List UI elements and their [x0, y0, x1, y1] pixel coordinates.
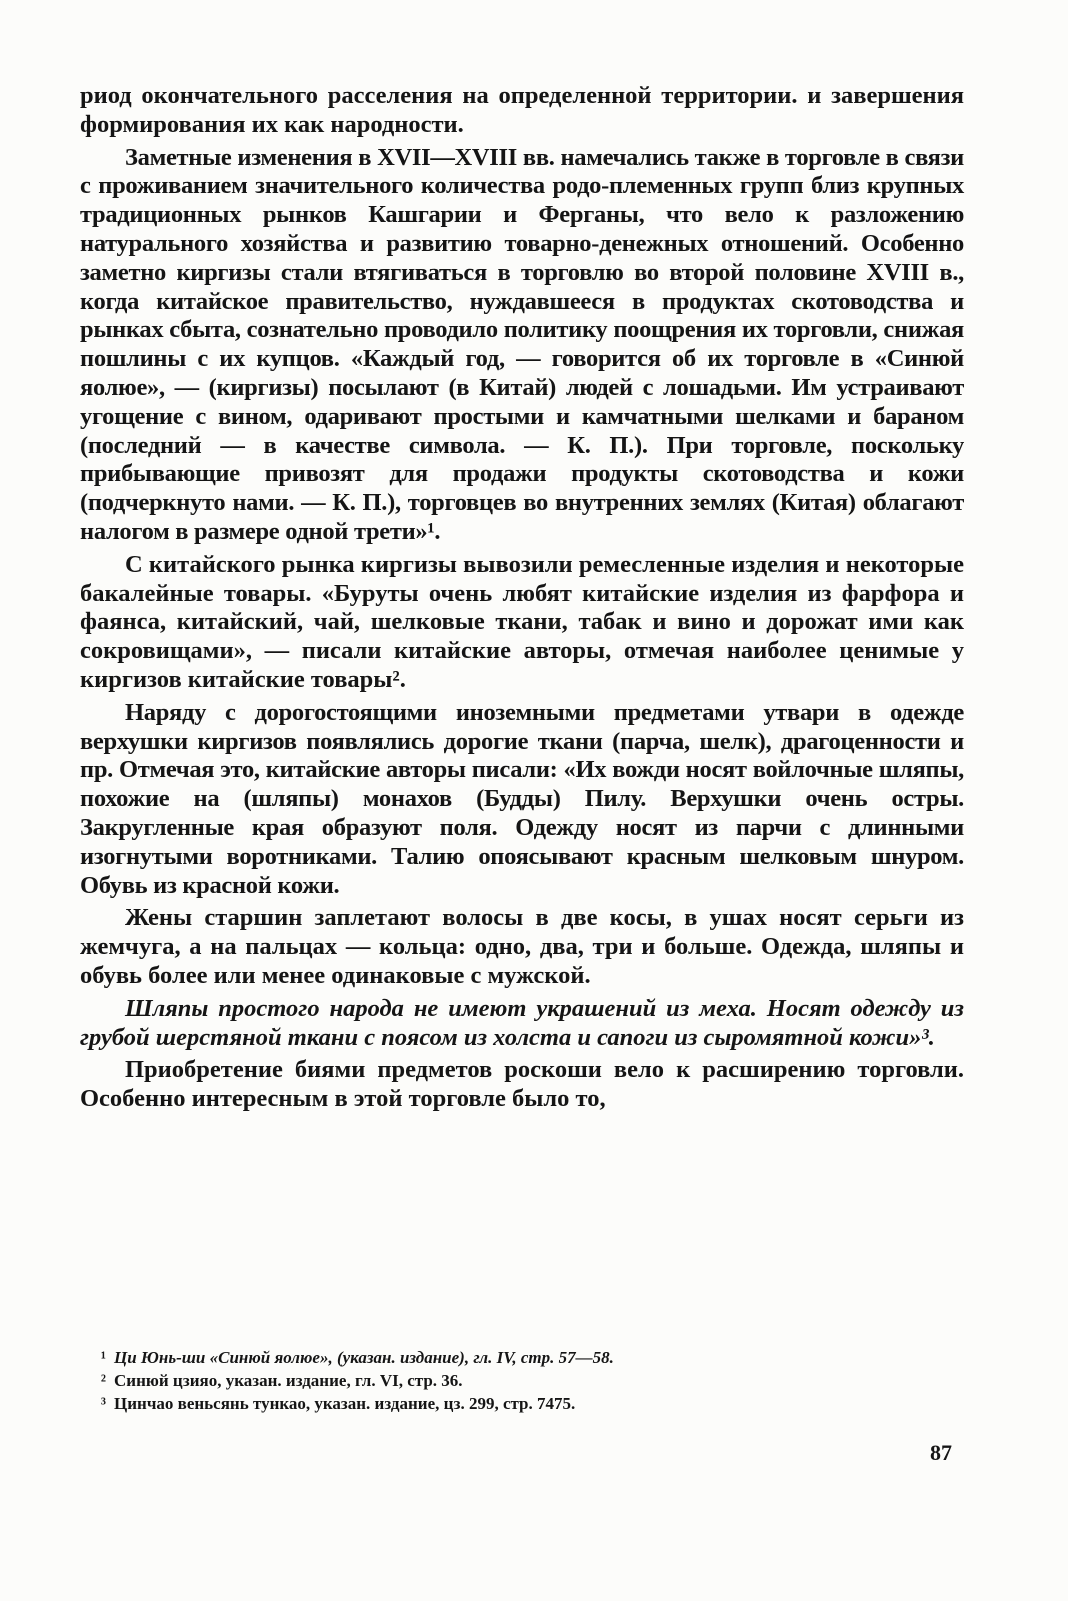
paragraph-continuation: риод окончательного расселения на определенной территории. и завершения формирования их как народности.: [80, 82, 964, 138]
paragraph-common-people: Шляпы простого народа не имеют украшений из меха. Носят одежду из грубой шерстяной ткани с поясом из холста и сапоги из сыромятной кожи»³.: [80, 994, 964, 1051]
footnote: [80, 1369, 964, 1392]
page-body: [80, 82, 964, 1118]
paragraph-wives: Жены старшин заплетают волосы в две косы, в ушах носят серьги из жемчуга, а на пальцах — кольца: одно, два, три и больше. Одежда, шляпы и обувь более или менее одинаковые с мужской.: [80, 904, 964, 989]
footnote: [80, 1346, 964, 1369]
footnote-number: ²: [100, 1371, 106, 1390]
paragraph-chinese-market: С китайского рынка киргизы вывозили ремесленные изделия и некоторые бакалейные товары. «Буруты очень любят китайские изделия из фарфора и фаянса, китайский, чай, шелковые ткани, табак и вино и дорожат ими как сокровищами», — писали китайские авторы, отмечая наиболее ценимые у киргизов китайские товары².: [80, 550, 964, 693]
paragraph-clothing-elite: Наряду с дорогостоящими иноземными предметами утвари в одежде верхушки киргизов появлялись дорогие ткани (парча, шелк), драгоценности и пр. Отмечая это, китайские авторы писали: «Их вожди носят войлочные шляпы, похожие на (шляпы) монахов (Будды) Пилу. Верхушки очень остры. Закругленные края образуют поля. Одежду носят из парчи с длинными изогнутыми воротниками. Талию опоясывают красным шелковым шнуром. Обувь из красной кожи.: [80, 698, 964, 899]
paragraph-luxury-trade: Приобретение биями предметов роскоши вело к расширению торговли. Особенно интересным в этой торговле было то,: [80, 1056, 964, 1113]
footnote-text: Ци Юнь-ши «Синюй яолюе», (указан. издание), гл. IV, стр. 57—58.: [114, 1348, 614, 1367]
footnote-text: Цинчао веньсянь тункао, указан. издание, цз. 299, стр. 7475.: [114, 1394, 576, 1413]
footnote-number: ¹: [100, 1348, 106, 1367]
footnote: [80, 1392, 964, 1415]
footnote-number: ³: [100, 1394, 106, 1413]
paragraph-trade-changes: Заметные изменения в XVII—XVIII вв. намечались также в торговле в связи с проживанием значительного количества родо-племенных групп близ крупных традиционных рынков Кашгарии и Ферганы, что вело к разложению натурального хозяйства и развитию товарно-денежных отношений. Особенно заметно киргизы стали втягиваться в торговлю во второй половине XVIII в., когда китайское правительство, нуждавшееся в продуктах скотоводства и рынках сбыта, сознательно проводило политику поощрения их торговли, снижая пошлины с их купцов. «Каждый год, — говорится об их торговле в «Синюй яолюе», — (киргизы) посылают (в Китай) людей с лошадьми. Им устраивают угощение с вином, одаривают простыми и камчатными шелками и бараном (последний — в качестве символа. — К. П.). При торговле, поскольку прибывающие привозят для продажи продукты скотоводства и кожи (подчеркнуто нами. — К. П.), торговцев во внутренних землях (Китая) облагают налогом в размере одной трети»¹.: [80, 143, 964, 545]
page-number: 87: [930, 1440, 952, 1465]
footnotes: [80, 1346, 964, 1415]
footnote-text: Синюй цзияо, указан. издание, гл. VI, стр. 36.: [114, 1371, 463, 1390]
